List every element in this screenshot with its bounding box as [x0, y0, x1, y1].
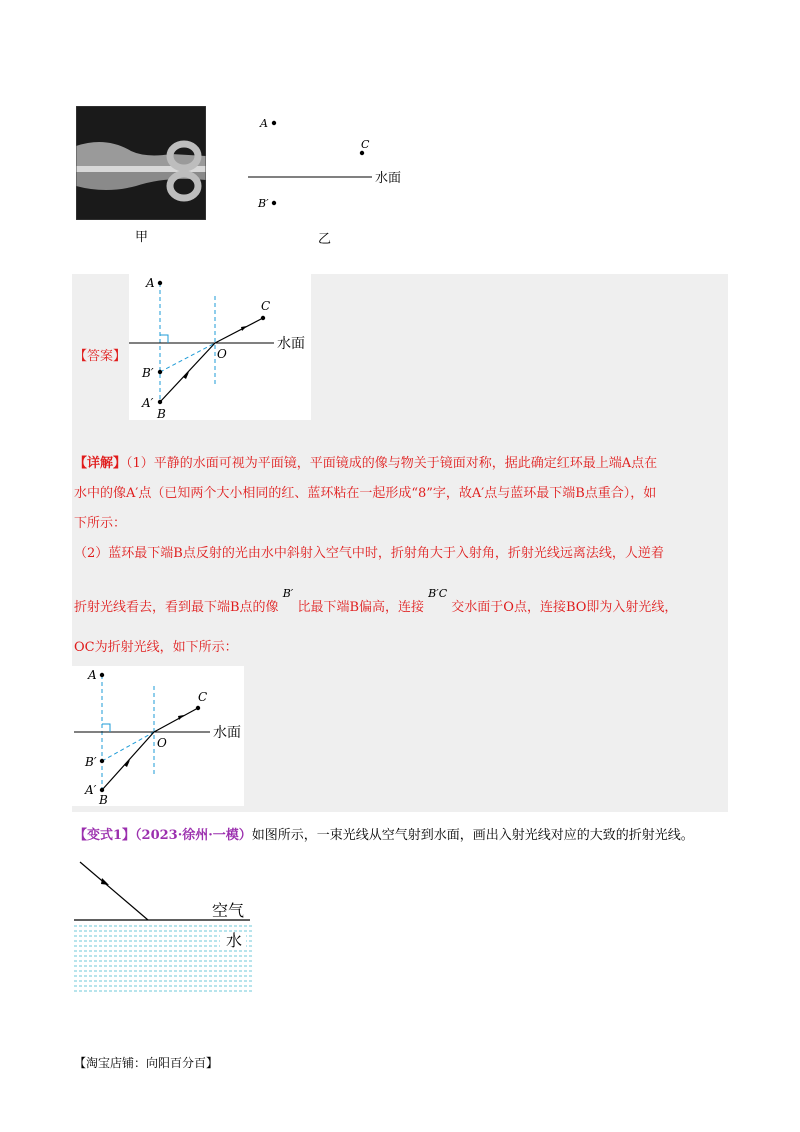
explain-tag: 【详解】	[74, 456, 127, 471]
bprime-c-inline: B′C	[428, 587, 448, 600]
explain-line-5: 折射光线看去，看到最下端B点的像 $^{B'}$ 比最下端B偏高，连接 $^{B'C}$ 交水面于O点，连接BO即为入射光线，	[74, 587, 678, 615]
label-a-prime: A′	[85, 783, 97, 797]
label-a: A	[146, 276, 155, 290]
label-b-prime: B′	[258, 197, 269, 210]
incident-ray	[102, 732, 154, 790]
label-b-prime: B′	[85, 755, 97, 769]
point-b-prime	[272, 201, 276, 205]
variant-source: （2023·徐州·一模）	[135, 828, 252, 843]
label-b: B	[99, 793, 108, 806]
label-a: A	[260, 117, 268, 130]
second-figure	[72, 666, 244, 806]
water-label: 水面	[213, 725, 241, 741]
explain-line-3: 下所示：	[74, 516, 127, 531]
water-label: 水	[226, 931, 243, 950]
answer-tag: 【答案】	[74, 349, 127, 364]
explain-line-1: 【详解】（1）平静的水面可视为平面镜，平面镜成的像与物关于镜面对称，据此确定红环最上端A点在	[74, 456, 658, 471]
refracted-ray	[154, 708, 198, 732]
incident-ray	[160, 343, 215, 402]
refracted-ray	[215, 318, 263, 343]
label-b: B	[157, 407, 166, 420]
point-a	[272, 121, 276, 125]
caption-yi: 乙	[318, 232, 332, 247]
incident-arrow	[101, 878, 109, 885]
label-o: O	[157, 736, 167, 750]
variant-tag: 【变式1】	[74, 828, 136, 843]
variant-text: 如图所示，一束光线从空气射到水面，画出入射光线对应的大致的折射光线。	[251, 828, 694, 843]
label-b-prime: B′	[142, 366, 154, 380]
variant-line	[74, 826, 694, 846]
label-o: O	[217, 347, 227, 361]
explain-line-6: OC为折射光线，如下所示：	[74, 640, 238, 655]
caption-jia: 甲	[135, 230, 149, 245]
label-c: C	[361, 138, 370, 151]
water-label: 水面	[277, 336, 305, 352]
air-label: 空气	[212, 901, 245, 920]
right-angle-mark	[160, 335, 168, 343]
label-c: C	[198, 690, 208, 704]
label-a: A	[88, 668, 97, 682]
refracted-arrow	[241, 326, 247, 331]
answer-figure	[129, 274, 311, 420]
b-prime-inline: B′	[282, 587, 294, 600]
variant-figure	[72, 850, 262, 998]
explain-line-4: （2）蓝环最下端B点反射的光由水中斜射入空气中时，折射角大于入射角，折射光线远离法线，人逆着	[74, 546, 664, 561]
explain-line-2: 水中的像A′点（已知两个大小相同的红、蓝环粘在一起形成“8”字，故A′点与蓝环最下端B点重合），如	[74, 486, 657, 501]
rings-photo	[76, 106, 206, 220]
incident-ray	[80, 862, 148, 920]
dashed-bprime-o	[160, 343, 215, 372]
point-c	[360, 151, 364, 155]
label-a-prime: A′	[142, 396, 154, 410]
label-c: C	[261, 299, 271, 313]
figure-yi	[240, 108, 420, 218]
water-label: 水面	[375, 171, 402, 186]
shop-footer: 【淘宝店铺：向阳百分百】	[74, 1056, 219, 1070]
